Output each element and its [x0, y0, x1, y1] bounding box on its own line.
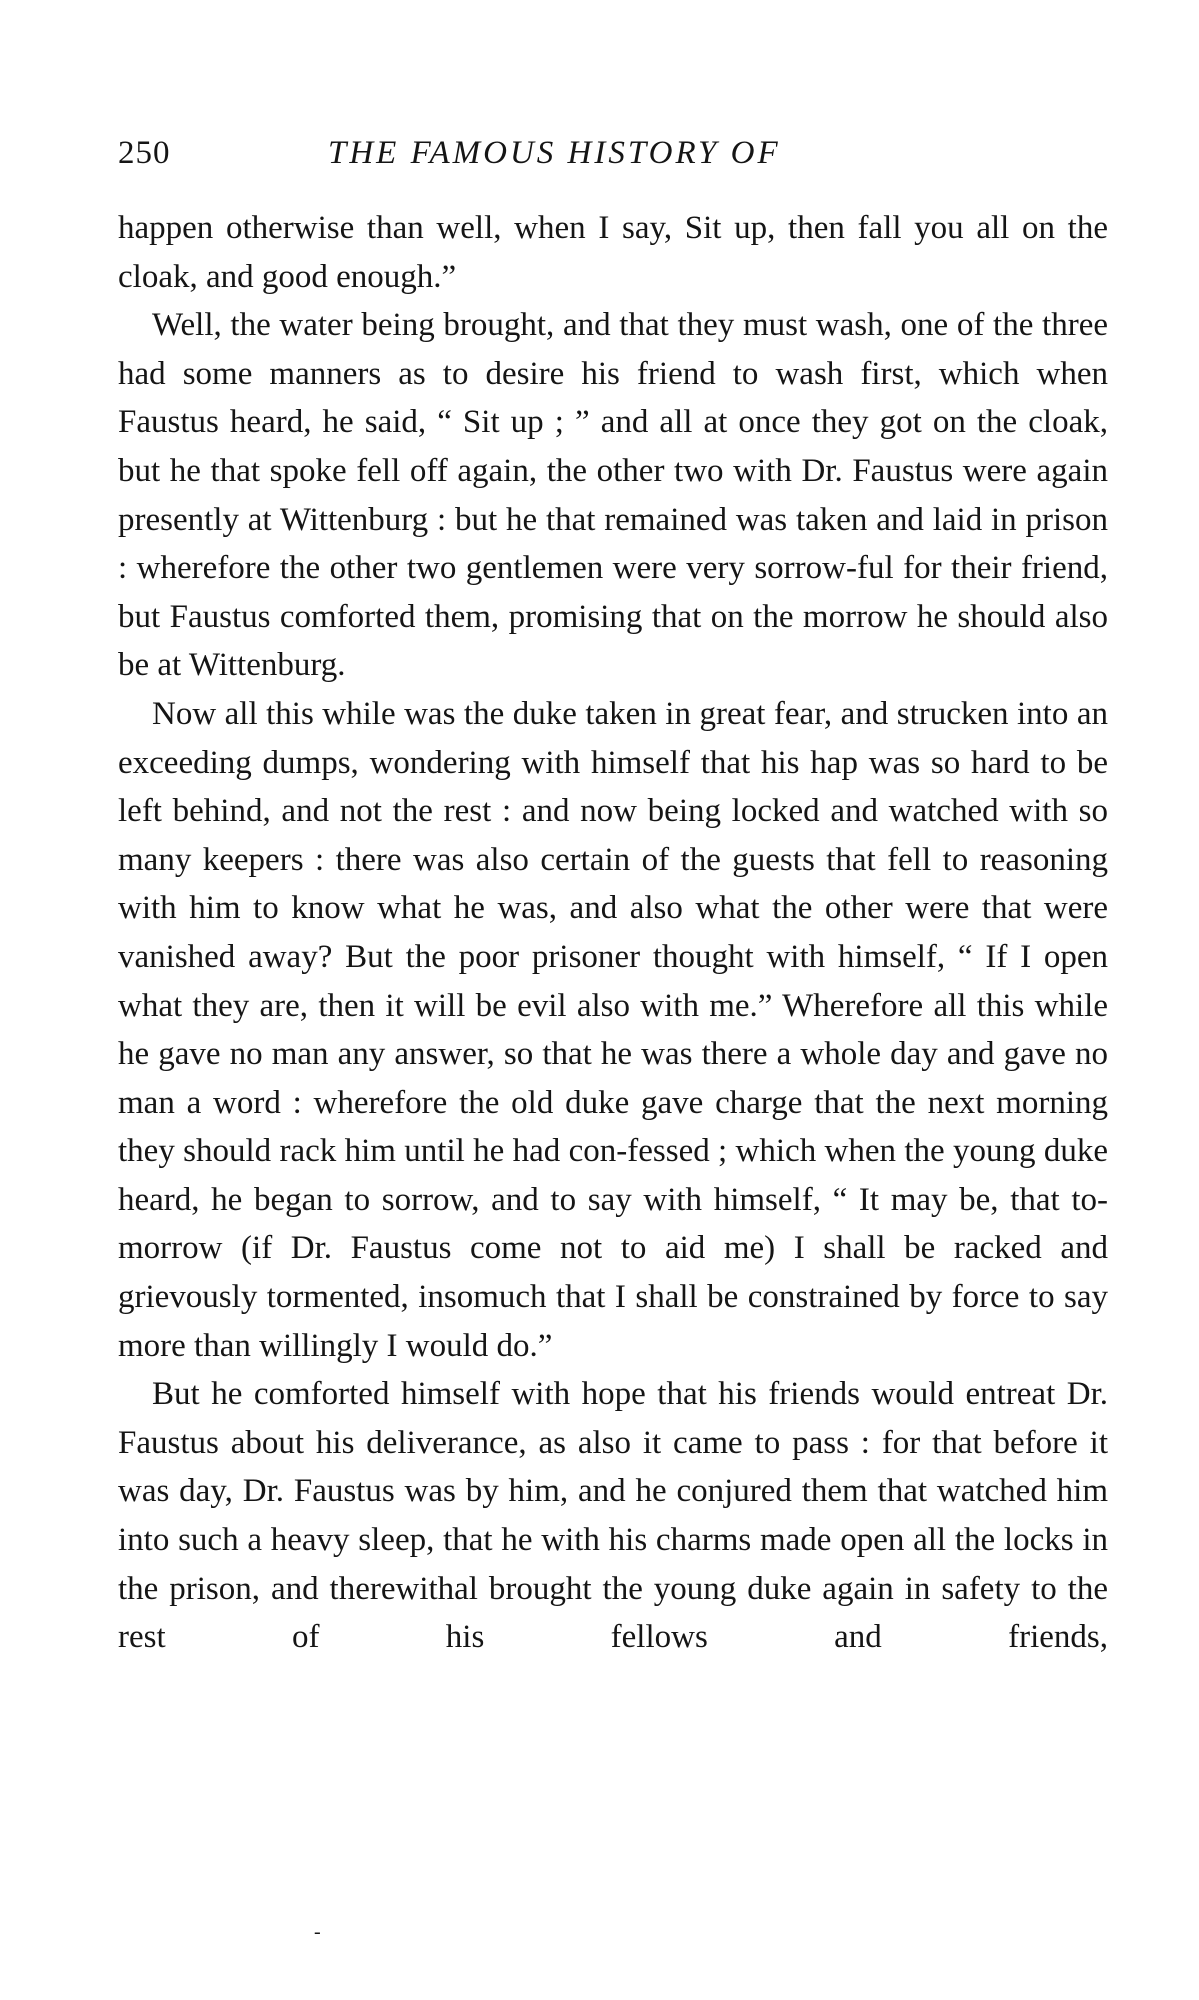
- running-head: [118, 128, 1108, 178]
- paragraph-1: happen otherwise than well, when I say, Sit up, then fall you all on the cloak, and good enough.”: [118, 210, 1108, 295]
- signature-mark: -: [314, 1921, 321, 1943]
- paragraph-2: Well, the water being brought, and that they must wash, one of the three had some manners as to desire his friend to wash first, which when Faustus heard, he said, “ Sit up ; ” and all at once they got on the cloak, but he that spoke fell off again, the other two with Dr. Faustus were again presently at Wittenburg : but he that remained was taken and laid in prison : wherefore the other two gentlemen were very sorrow-ful for their friend, but Faustus comforted them, promising that on the morrow he should also be at Wittenburg.: [118, 307, 1108, 684]
- running-title: THE FAMOUS HISTORY OF: [328, 135, 781, 171]
- paragraph-3: Now all this while was the duke taken in great fear, and strucken into an exceeding dumps, wondering with himself that his hap was so hard to be left behind, and not the rest : and now being locked and watched with so many keepers : there was also certain of the guests that fell to reasoning with him to know what he was, and also what the other were that were vanished away? But the poor prisoner thought with himself, “ If I open what they are, then it will be evil also with me.” Wherefore all this while he gave no man any answer, so that he was there a whole day and gave no man a word : wherefore the old duke gave charge that the next morning they should rack him until he had con-fessed ; which when the young duke heard, he began to sorrow, and to say with himself, “ It may be, that to-morrow (if Dr. Faustus come not to aid me) I shall be racked and grievously tormented, insomuch that I shall be constrained by force to say more than willingly I would do.”: [118, 695, 1108, 1364]
- page-number: 250: [118, 135, 171, 171]
- paragraph-4: But he comforted himself with hope that his friends would entreat Dr. Faustus about his deliverance, as also it came to pass : for that before it was day, Dr. Faustus was by him, and he conjured them that watched him into such a heavy sleep, that he with his charms made open all the locks in the prison, and therewithal brought the young duke again in safety to the rest of his fellows and friends,: [118, 1376, 1108, 1656]
- body-text: [118, 204, 1108, 1662]
